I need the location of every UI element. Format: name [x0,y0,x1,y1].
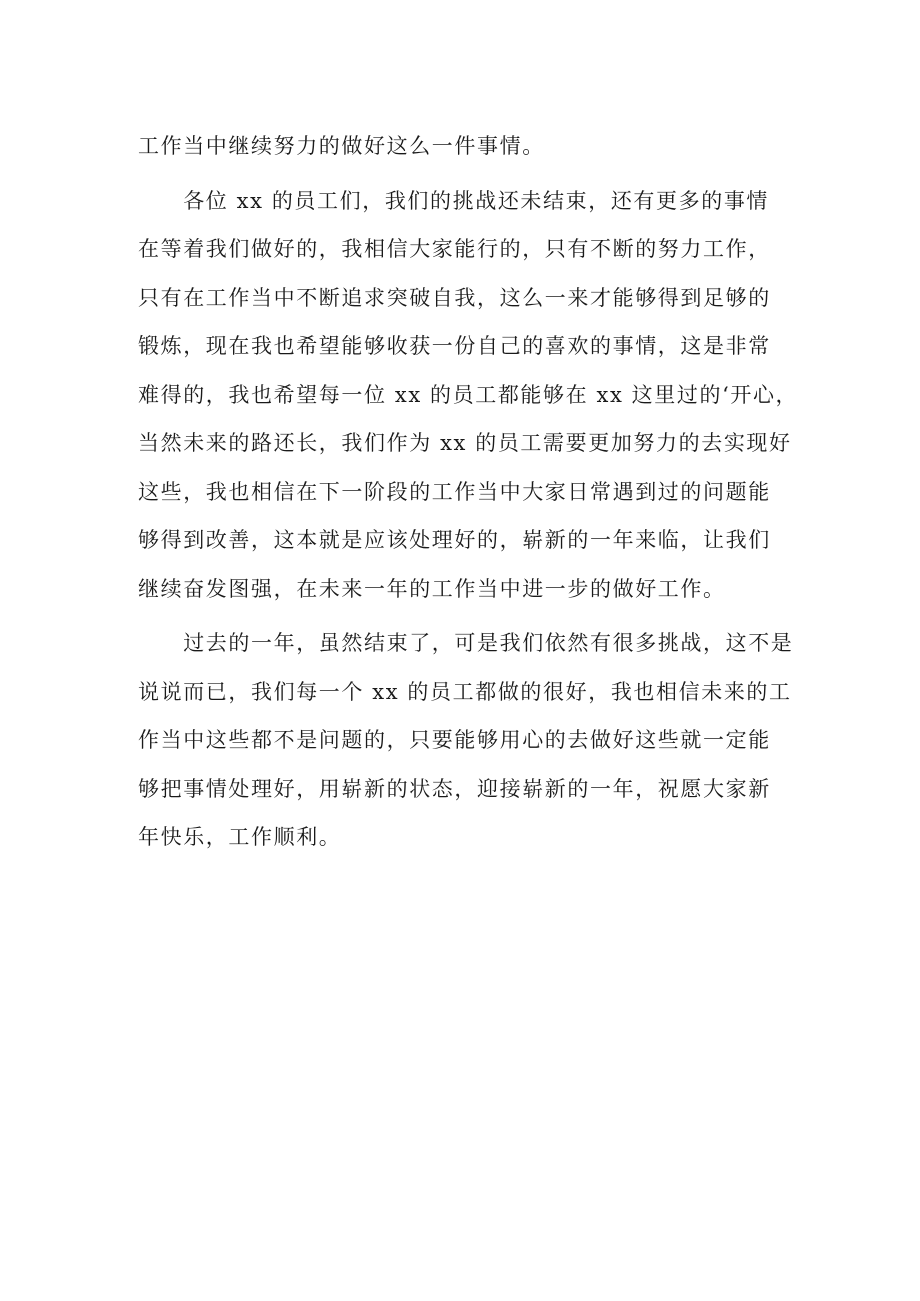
text-line: 过去的一年，虽然结束了，可是我们依然有很多挑战，这不是 [138,631,794,655]
text-line: 年快乐，工作顺利。 [138,825,342,849]
text-line: 只有在工作当中不断追求突破自我，这么一来才能够得到足够的 [138,285,771,310]
text-line: 工作当中继续努力的做好这么一件事情。 [138,134,545,158]
paragraph-1 [138,122,790,171]
text-line: 锻炼，现在我也希望能够收获一份自己的喜欢的事情，这是非常 [138,334,771,358]
text-line: 作当中这些都不是问题的，只要能够用心的去做好这些就一定能 [138,728,771,752]
document-body [138,122,799,862]
paragraph-2 [138,177,799,614]
text-line: 各位 xx 的员工们，我们的挑战还未结束，还有更多的事情 [138,188,770,213]
text-line: 继续奋发图强，在未来一年的工作当中进一步的做好工作。 [138,576,726,601]
text-line: 这些，我也相信在下一阶段的工作当中大家日常遇到过的问题能 [138,479,771,504]
text-line: 难得的，我也希望每一位 xx 的员工都能够在 xx 这里过的‘开心， [138,382,799,407]
text-line: 当然未来的路还长，我们作为 xx 的员工需要更加努力的去实现好 [138,431,792,455]
text-line: 够得到改善，这本就是应该处理好的，崭新的一年来临，让我们 [138,528,771,552]
paragraph-3 [138,619,794,862]
text-line: 说说而已，我们每一个 xx 的员工都做的很好，我也相信未来的工 [138,679,792,704]
text-line: 在等着我们做好的，我相信大家能行的，只有不断的努力工作， [138,237,771,261]
text-line: 够把事情处理好，用崭新的状态，迎接崭新的一年，祝愿大家新 [138,776,771,801]
